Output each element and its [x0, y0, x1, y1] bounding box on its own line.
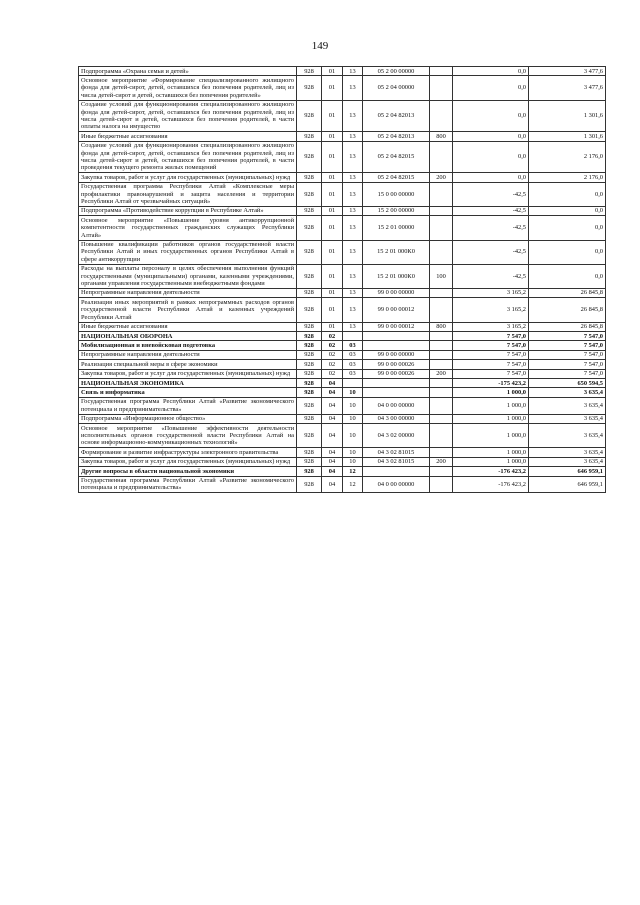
gr-code-cell: 928	[297, 206, 322, 215]
amount-total-cell: 3 635,4	[529, 424, 606, 448]
row-name-cell: Закупка товаров, работ и услуг для государственных (муниципальных) нужд	[79, 173, 297, 182]
amount-change-cell: 0,0	[453, 100, 529, 132]
row-name-cell: Связь и информатика	[79, 388, 297, 397]
gr-code-cell: 928	[297, 67, 322, 76]
vr-code-cell	[430, 298, 453, 322]
csr-code-cell: 04 3 02 00000	[363, 424, 430, 448]
csr-code-cell: 05 2 04 00000	[363, 76, 430, 100]
rz-code-cell: 01	[322, 216, 343, 240]
table-row	[79, 322, 606, 331]
pr-code-cell: 13	[343, 182, 363, 206]
row-name-cell: Другие вопросы в области национальной экономики	[79, 467, 297, 476]
row-name-cell: Формирование и развитие инфраструктуры электронного правительства	[79, 448, 297, 457]
table-row	[79, 240, 606, 264]
row-name-cell: Реализация специальной меры в сфере экономики	[79, 360, 297, 369]
row-name-cell: Государственная программа Республики Алтай «Комплексные меры профилактики правонарушений и защита населения и территории Республики Алтай от чрезвычайных ситуаций»	[79, 182, 297, 206]
gr-code-cell: 928	[297, 414, 322, 423]
row-name-cell: Основное мероприятие «Повышение эффективности деятельности исполнительных органов государственной власти Республики Алтай на основе информационно-коммуникационных технологий»	[79, 424, 297, 448]
pr-code-cell: 13	[343, 141, 363, 173]
rz-code-cell: 01	[322, 132, 343, 141]
rz-code-cell: 01	[322, 141, 343, 173]
vr-code-cell	[430, 216, 453, 240]
pr-code-cell: 13	[343, 240, 363, 264]
vr-code-cell	[430, 424, 453, 448]
pr-code-cell: 12	[343, 467, 363, 476]
table-row	[79, 448, 606, 457]
amount-total-cell: 0,0	[529, 206, 606, 215]
vr-code-cell	[430, 448, 453, 457]
table-row	[79, 173, 606, 182]
table-row	[79, 141, 606, 173]
gr-code-cell: 928	[297, 397, 322, 414]
vr-code-cell	[430, 67, 453, 76]
pr-code-cell: 13	[343, 322, 363, 331]
rz-code-cell: 04	[322, 448, 343, 457]
pr-code-cell: 13	[343, 67, 363, 76]
rz-code-cell: 02	[322, 341, 343, 350]
pr-code-cell: 03	[343, 341, 363, 350]
amount-change-cell: 0,0	[453, 76, 529, 100]
amount-change-cell: 1 000,0	[453, 388, 529, 397]
row-name-cell: Создание условий для функционирования специализированного жилищного фонда для детей-сирот, детей, оставшихся без попечения родителей, лиц из числа детей-сирот и детей, оставшихся без попечения родителей, в части оплаты налога на имущество	[79, 100, 297, 132]
gr-code-cell: 928	[297, 76, 322, 100]
csr-code-cell	[363, 332, 430, 341]
csr-code-cell: 04 3 02 81015	[363, 457, 430, 466]
gr-code-cell: 928	[297, 288, 322, 297]
gr-code-cell: 928	[297, 100, 322, 132]
vr-code-cell	[430, 476, 453, 493]
vr-code-cell: 800	[430, 132, 453, 141]
table-row	[79, 414, 606, 423]
amount-change-cell: 1 000,0	[453, 448, 529, 457]
vr-code-cell	[430, 100, 453, 132]
csr-code-cell: 04 3 02 81015	[363, 448, 430, 457]
vr-code-cell: 200	[430, 173, 453, 182]
table-row	[79, 76, 606, 100]
amount-change-cell: 7 547,0	[453, 341, 529, 350]
pr-code-cell: 13	[343, 298, 363, 322]
csr-code-cell: 05 2 04 82013	[363, 100, 430, 132]
amount-total-cell: 1 301,6	[529, 100, 606, 132]
vr-code-cell	[430, 341, 453, 350]
budget-table	[78, 66, 606, 493]
csr-code-cell: 15 0 00 00000	[363, 182, 430, 206]
amount-change-cell: 0,0	[453, 132, 529, 141]
vr-code-cell: 200	[430, 457, 453, 466]
pr-code-cell: 13	[343, 76, 363, 100]
amount-total-cell: 7 547,0	[529, 369, 606, 378]
rz-code-cell: 04	[322, 467, 343, 476]
amount-total-cell: 26 845,8	[529, 322, 606, 331]
csr-code-cell: 04 3 00 00000	[363, 414, 430, 423]
rz-code-cell: 01	[322, 240, 343, 264]
csr-code-cell: 99 0 00 00026	[363, 360, 430, 369]
table-row	[79, 350, 606, 359]
amount-total-cell: 3 635,4	[529, 388, 606, 397]
vr-code-cell: 800	[430, 322, 453, 331]
row-name-cell: НАЦИОНАЛЬНАЯ ОБОРОНА	[79, 332, 297, 341]
csr-code-cell	[363, 388, 430, 397]
amount-change-cell: -42,5	[453, 206, 529, 215]
row-name-cell: Закупка товаров, работ и услуг для государственных (муниципальных) нужд	[79, 457, 297, 466]
pr-code-cell: 13	[343, 288, 363, 297]
pr-code-cell: 13	[343, 264, 363, 288]
row-name-cell: Непрограммные направления деятельности	[79, 288, 297, 297]
gr-code-cell: 928	[297, 388, 322, 397]
csr-code-cell: 15 2 01 00000	[363, 216, 430, 240]
gr-code-cell: 928	[297, 173, 322, 182]
rz-code-cell: 01	[322, 298, 343, 322]
row-name-cell: Государственная программа Республики Алтай «Развитие экономического потенциала и предпринимательства»	[79, 397, 297, 414]
amount-total-cell: 7 547,0	[529, 360, 606, 369]
amount-change-cell: -176 423,2	[453, 467, 529, 476]
amount-total-cell: 3 635,4	[529, 397, 606, 414]
vr-code-cell	[430, 288, 453, 297]
gr-code-cell: 928	[297, 448, 322, 457]
amount-total-cell: 0,0	[529, 216, 606, 240]
amount-total-cell: 650 594,5	[529, 379, 606, 388]
amount-total-cell: 3 477,6	[529, 76, 606, 100]
rz-code-cell: 01	[322, 76, 343, 100]
amount-total-cell: 646 959,1	[529, 467, 606, 476]
row-name-cell: Непрограммные направления деятельности	[79, 350, 297, 359]
amount-change-cell: -176 423,2	[453, 476, 529, 493]
csr-code-cell: 05 2 00 00000	[363, 67, 430, 76]
rz-code-cell: 04	[322, 397, 343, 414]
csr-code-cell: 05 2 04 82015	[363, 141, 430, 173]
csr-code-cell: 05 2 04 82015	[363, 173, 430, 182]
amount-change-cell: -42,5	[453, 216, 529, 240]
pr-code-cell: 10	[343, 414, 363, 423]
amount-total-cell: 646 959,1	[529, 476, 606, 493]
amount-total-cell: 3 635,4	[529, 448, 606, 457]
vr-code-cell	[430, 141, 453, 173]
amount-change-cell: 0,0	[453, 173, 529, 182]
table-row	[79, 298, 606, 322]
amount-change-cell: -175 423,2	[453, 379, 529, 388]
vr-code-cell	[430, 76, 453, 100]
vr-code-cell	[430, 206, 453, 215]
table-row	[79, 457, 606, 466]
pr-code-cell: 10	[343, 457, 363, 466]
pr-code-cell	[343, 379, 363, 388]
amount-change-cell: 7 547,0	[453, 369, 529, 378]
amount-total-cell: 2 176,0	[529, 173, 606, 182]
pr-code-cell: 13	[343, 100, 363, 132]
amount-total-cell: 3 635,4	[529, 457, 606, 466]
pr-code-cell: 03	[343, 360, 363, 369]
amount-change-cell: 7 547,0	[453, 332, 529, 341]
amount-change-cell: 3 165,2	[453, 298, 529, 322]
csr-code-cell	[363, 341, 430, 350]
table-body	[79, 67, 606, 493]
pr-code-cell	[343, 332, 363, 341]
gr-code-cell: 928	[297, 424, 322, 448]
amount-change-cell: 3 165,2	[453, 288, 529, 297]
table-row	[79, 182, 606, 206]
amount-total-cell: 26 845,8	[529, 288, 606, 297]
gr-code-cell: 928	[297, 298, 322, 322]
rz-code-cell: 02	[322, 332, 343, 341]
rz-code-cell: 01	[322, 206, 343, 215]
vr-code-cell: 100	[430, 264, 453, 288]
gr-code-cell: 928	[297, 341, 322, 350]
rz-code-cell: 04	[322, 379, 343, 388]
row-name-cell: Подпрограмма «Охрана семьи и детей»	[79, 67, 297, 76]
table-row	[79, 206, 606, 215]
csr-code-cell	[363, 379, 430, 388]
gr-code-cell: 928	[297, 350, 322, 359]
gr-code-cell: 928	[297, 240, 322, 264]
rz-code-cell: 01	[322, 100, 343, 132]
amount-change-cell: 7 547,0	[453, 360, 529, 369]
vr-code-cell	[430, 397, 453, 414]
csr-code-cell: 04 0 00 00000	[363, 397, 430, 414]
table-row	[79, 476, 606, 493]
table-row	[79, 332, 606, 341]
csr-code-cell: 15 2 01 000К0	[363, 240, 430, 264]
pr-code-cell: 10	[343, 424, 363, 448]
rz-code-cell: 01	[322, 173, 343, 182]
row-name-cell: Государственная программа Республики Алтай «Развитие экономического потенциала и предпринимательства»	[79, 476, 297, 493]
row-name-cell: Реализация иных мероприятий в рамках непрограммных расходов органов государственной власти Республики Алтай и казенных учреждений Республики Алтай	[79, 298, 297, 322]
gr-code-cell: 928	[297, 467, 322, 476]
amount-total-cell: 3 635,4	[529, 414, 606, 423]
vr-code-cell: 200	[430, 369, 453, 378]
vr-code-cell	[430, 240, 453, 264]
gr-code-cell: 928	[297, 369, 322, 378]
row-name-cell: Подпрограмма «Информационное общество»	[79, 414, 297, 423]
table-row	[79, 397, 606, 414]
rz-code-cell: 01	[322, 182, 343, 206]
table-row	[79, 369, 606, 378]
amount-total-cell: 3 477,6	[529, 67, 606, 76]
csr-code-cell: 04 0 00 00000	[363, 476, 430, 493]
table-row	[79, 264, 606, 288]
csr-code-cell: 05 2 04 82013	[363, 132, 430, 141]
rz-code-cell: 02	[322, 369, 343, 378]
csr-code-cell: 99 0 00 00026	[363, 369, 430, 378]
vr-code-cell	[430, 467, 453, 476]
page-number: 149	[311, 40, 329, 52]
row-name-cell: Создание условий для функционирования специализированного жилищного фонда для детей-сирот, детей, оставшихся без попечения родителей, лиц из числа детей-сирот и детей, оставшихся без попечения родителей, в части проведения текущего ремонта жилых помещений	[79, 141, 297, 173]
table-row	[79, 360, 606, 369]
rz-code-cell: 04	[322, 476, 343, 493]
amount-change-cell: -42,5	[453, 182, 529, 206]
pr-code-cell: 13	[343, 206, 363, 215]
rz-code-cell: 04	[322, 457, 343, 466]
amount-total-cell: 26 845,8	[529, 298, 606, 322]
amount-total-cell: 1 301,6	[529, 132, 606, 141]
pr-code-cell: 13	[343, 173, 363, 182]
table-row	[79, 388, 606, 397]
amount-change-cell: 1 000,0	[453, 457, 529, 466]
amount-total-cell: 0,0	[529, 264, 606, 288]
vr-code-cell	[430, 388, 453, 397]
amount-change-cell: 1 000,0	[453, 424, 529, 448]
gr-code-cell: 928	[297, 379, 322, 388]
gr-code-cell: 928	[297, 132, 322, 141]
row-name-cell: Повышение квалификации работников органов государственной власти Республики Алтай и иных государственных органов Республики Алтай в сфере антикоррупции	[79, 240, 297, 264]
amount-change-cell: 0,0	[453, 141, 529, 173]
table-row	[79, 67, 606, 76]
table-row	[79, 216, 606, 240]
vr-code-cell	[430, 332, 453, 341]
amount-total-cell: 0,0	[529, 240, 606, 264]
gr-code-cell: 928	[297, 182, 322, 206]
gr-code-cell: 928	[297, 216, 322, 240]
amount-total-cell: 7 547,0	[529, 350, 606, 359]
amount-total-cell: 2 176,0	[529, 141, 606, 173]
rz-code-cell: 01	[322, 322, 343, 331]
row-name-cell: Основное мероприятие «Формирование специализированного жилищного фонда для детей-сирот, детей, оставшихся без попечения родителей, лиц из числа детей-сирот и детей, оставшихся без попечения родителей»	[79, 76, 297, 100]
gr-code-cell: 928	[297, 476, 322, 493]
vr-code-cell	[430, 414, 453, 423]
vr-code-cell	[430, 182, 453, 206]
gr-code-cell: 928	[297, 264, 322, 288]
row-name-cell: Мобилизационная и вневойсковая подготовка	[79, 341, 297, 350]
table-row	[79, 288, 606, 297]
table-row	[79, 132, 606, 141]
rz-code-cell: 04	[322, 424, 343, 448]
amount-change-cell: 3 165,2	[453, 322, 529, 331]
csr-code-cell: 99 0 00 00012	[363, 322, 430, 331]
pr-code-cell: 13	[343, 216, 363, 240]
csr-code-cell: 15 2 01 000К0	[363, 264, 430, 288]
vr-code-cell	[430, 360, 453, 369]
row-name-cell: Закупка товаров, работ и услуг для государственных (муниципальных) нужд	[79, 369, 297, 378]
table-row	[79, 341, 606, 350]
amount-change-cell: 1 000,0	[453, 397, 529, 414]
rz-code-cell: 02	[322, 350, 343, 359]
csr-code-cell	[363, 467, 430, 476]
rz-code-cell: 02	[322, 360, 343, 369]
table-row	[79, 467, 606, 476]
amount-change-cell: -42,5	[453, 240, 529, 264]
vr-code-cell	[430, 350, 453, 359]
amount-change-cell: 7 547,0	[453, 350, 529, 359]
amount-change-cell: 0,0	[453, 67, 529, 76]
row-name-cell: Основное мероприятие «Повышение уровня антикоррупционной компетентности государственных гражданских служащих Республики Алтай»	[79, 216, 297, 240]
csr-code-cell: 15 2 00 00000	[363, 206, 430, 215]
gr-code-cell: 928	[297, 322, 322, 331]
amount-total-cell: 0,0	[529, 182, 606, 206]
gr-code-cell: 928	[297, 332, 322, 341]
rz-code-cell: 04	[322, 414, 343, 423]
row-name-cell: Подпрограмма «Противодействие коррупции в Республике Алтай»	[79, 206, 297, 215]
rz-code-cell: 01	[322, 288, 343, 297]
pr-code-cell: 03	[343, 369, 363, 378]
row-name-cell: Расходы на выплаты персоналу в целях обеспечения выполнения функций государственными (муниципальными) органами, казенными учреждениями, органами управления государственными внебюджетными фондами	[79, 264, 297, 288]
csr-code-cell: 99 0 00 00000	[363, 288, 430, 297]
rz-code-cell: 01	[322, 67, 343, 76]
amount-change-cell: -42,5	[453, 264, 529, 288]
csr-code-cell: 99 0 00 00012	[363, 298, 430, 322]
rz-code-cell: 01	[322, 264, 343, 288]
row-name-cell: Иные бюджетные ассигнования	[79, 322, 297, 331]
pr-code-cell: 10	[343, 388, 363, 397]
pr-code-cell: 13	[343, 132, 363, 141]
gr-code-cell: 928	[297, 457, 322, 466]
amount-change-cell: 1 000,0	[453, 414, 529, 423]
amount-total-cell: 7 547,0	[529, 341, 606, 350]
csr-code-cell: 99 0 00 00000	[363, 350, 430, 359]
pr-code-cell: 10	[343, 397, 363, 414]
row-name-cell: НАЦИОНАЛЬНАЯ ЭКОНОМИКА	[79, 379, 297, 388]
table-row	[79, 424, 606, 448]
table-row	[79, 100, 606, 132]
pr-code-cell: 12	[343, 476, 363, 493]
gr-code-cell: 928	[297, 360, 322, 369]
table-row	[79, 379, 606, 388]
vr-code-cell	[430, 379, 453, 388]
gr-code-cell: 928	[297, 141, 322, 173]
pr-code-cell: 10	[343, 448, 363, 457]
amount-total-cell: 7 547,0	[529, 332, 606, 341]
pr-code-cell: 03	[343, 350, 363, 359]
rz-code-cell: 04	[322, 388, 343, 397]
row-name-cell: Иные бюджетные ассигнования	[79, 132, 297, 141]
